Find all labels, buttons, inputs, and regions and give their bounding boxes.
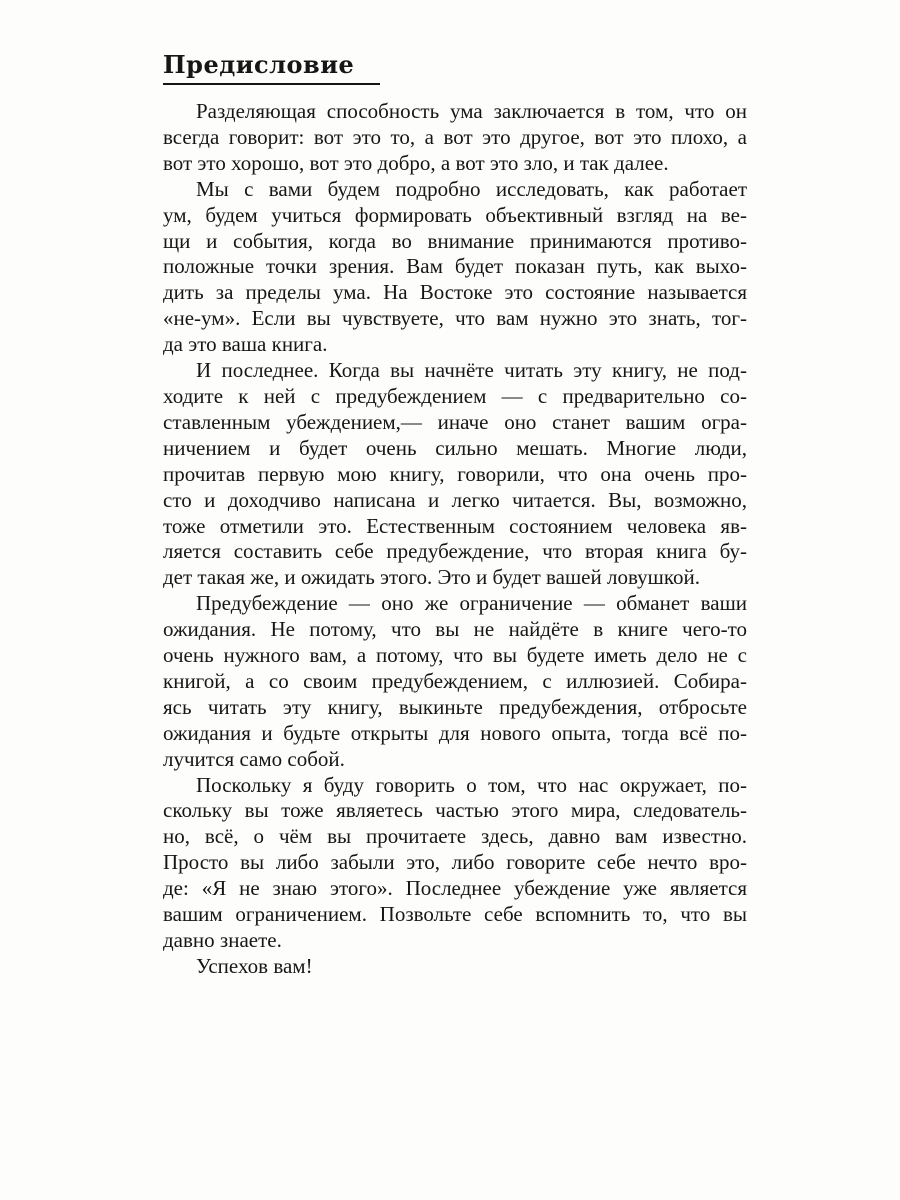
text-line: «не-ум». Если вы чувствуете, что вам нужно это знать, тог- [163, 306, 747, 331]
chapter-heading [163, 50, 747, 85]
chapter-heading-label: Предисловие [163, 50, 380, 85]
text-line: прочитав первую мою книгу, говорили, что она очень про- [163, 461, 747, 486]
text-line: давно знаете. [163, 928, 282, 952]
text-line: Поскольку я буду говорить о том, что нас окружает, по- [196, 772, 747, 797]
text-line: де: «Я не знаю этого». Последнее убеждение уже является [163, 876, 747, 901]
text-line: лучится само собой. [163, 746, 345, 771]
paragraph [163, 358, 747, 591]
text-line: дить за пределы ума. На Востоке это состояние называется [163, 280, 747, 305]
body-text [163, 99, 747, 980]
text-line: ожидания. Не потому, что вы не найдёте в книге чего-то [163, 617, 747, 642]
text-line: вот это хорошо, вот это добро, а вот это зло, и так далее. [163, 150, 669, 175]
text-line: книгой, а со своим предубеждением, с иллюзией. Собира- [163, 668, 747, 693]
text-block [163, 50, 747, 980]
text-line: Успехов вам! [196, 953, 313, 978]
text-line: тоже отметили это. Естественным состоянием человека яв- [163, 513, 747, 538]
text-line: сто и доходчиво написана и легко читается. Вы, возможно, [163, 487, 747, 512]
text-line: ожидания и будьте открыты для нового опыта, тогда всё по- [163, 720, 747, 745]
paragraph [163, 177, 747, 358]
paragraph [163, 773, 747, 954]
text-line: положные точки зрения. Вам будет показан путь, как выхо- [163, 254, 747, 279]
text-line: да это ваша книга. [163, 332, 328, 357]
text-line: Разделяющая способность ума заключается в том, что он [196, 99, 747, 123]
text-line: ум, будем учиться формировать объективный взгляд на ве- [163, 202, 747, 227]
text-line: Просто вы либо забыли это, либо говорите себе нечто вро- [163, 850, 747, 875]
paragraph [163, 591, 747, 772]
text-line: дет такая же, и ожидать этого. Это и будет вашей ловушкой. [163, 565, 700, 590]
paragraph [163, 954, 747, 980]
text-line: Мы с вами будем подробно исследовать, как работает [196, 176, 747, 201]
text-line: ставленным убеждением,— иначе оно станет вашим огра- [163, 409, 747, 434]
text-line: всегда говорит: вот это то, а вот это другое, вот это плохо, а [163, 124, 747, 149]
text-line: щи и события, когда во внимание принимаются противо- [163, 228, 747, 253]
text-line: скольку вы тоже являетесь частью этого мира, следователь- [163, 798, 747, 823]
text-line: ляется составить себе предубеждение, что вторая книга бу- [163, 539, 747, 564]
text-line: Предубеждение — оно же ограничение — обманет ваши [196, 591, 747, 616]
text-line: ясь читать эту книгу, выкиньте предубеждения, отбросьте [163, 694, 747, 719]
paragraph [163, 99, 747, 177]
text-line: очень нужного вам, а потому, что вы будете иметь дело не с [163, 643, 747, 668]
text-line: И последнее. Когда вы начнёте читать эту книгу, не под- [196, 358, 747, 383]
text-line: ходите к ней с предубеждением — с предварительно со- [163, 383, 747, 408]
text-line: вашим ограничением. Позвольте себе вспомнить то, что вы [163, 902, 747, 927]
text-line: но, всё, о чём вы прочитаете здесь, давно вам известно. [163, 824, 747, 849]
text-line: ничением и будет очень сильно мешать. Многие люди, [163, 435, 747, 460]
